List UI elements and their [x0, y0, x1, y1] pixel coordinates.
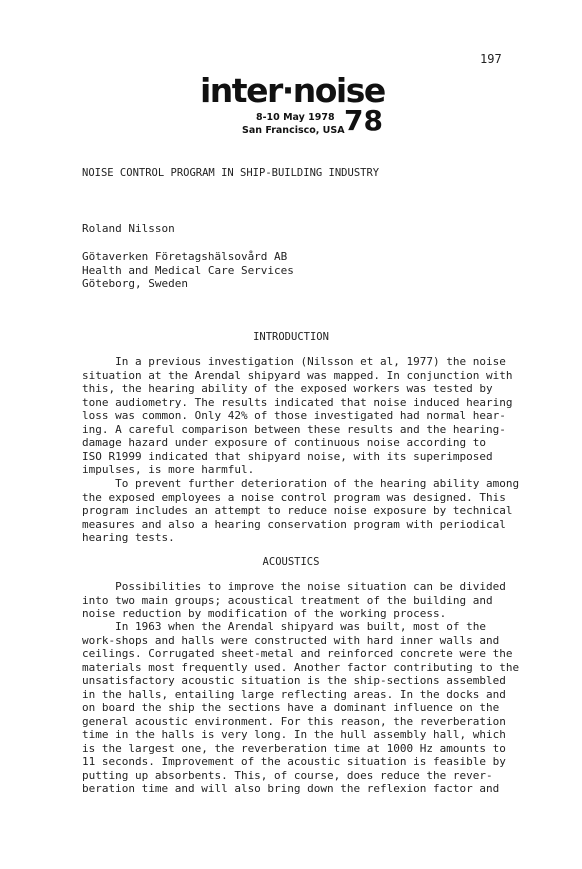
text-line: is the largest one, the reverberation time at 1000 Hz amounts to — [82, 741, 506, 755]
author-name: Roland Nilsson — [82, 222, 175, 235]
text-line: program includes an attempt to reduce noise exposure by technical — [82, 504, 513, 517]
paragraph — [82, 355, 513, 477]
text-line: general acoustic environment. For this reason, the reverberation — [82, 714, 506, 728]
text-line: ing. A careful comparison between these results and the hearing- — [82, 422, 506, 436]
affiliation — [82, 250, 294, 291]
text-line: unsatisfactory acoustic situation is the ship-sections assembled — [82, 674, 506, 687]
text-line: the exposed employees a noise control program was designed. This — [82, 490, 506, 504]
text-line: situation at the Arendal shipyard was mapped. In conjunction with — [82, 368, 513, 382]
text-line: beration time and will also bring down the reflexion factor and — [82, 782, 500, 795]
text-line: measures and also a hearing conservation program with periodical — [82, 517, 506, 531]
section-heading-introduction: INTRODUCTION — [253, 331, 329, 343]
text-line: ceilings. Corrugated sheet-metal and reinforced concrete were the — [82, 647, 513, 660]
text-line: impulses, is more harmful. — [82, 463, 255, 476]
paragraph — [82, 620, 520, 796]
paragraph — [82, 580, 506, 621]
conference-logo — [200, 71, 400, 138]
paper-title: NOISE CONTROL PROGRAM IN SHIP-BUILDING INDUSTRY — [82, 167, 380, 179]
text-line: hearing tests. — [82, 531, 175, 544]
text-line: loss was common. Only 42% of those investigated had normal hear- — [82, 409, 506, 422]
text-line: damage hazard under exposure of continuous noise according to — [82, 436, 486, 449]
text-line: in the halls, entailing large reflecting areas. In the docks and — [82, 687, 506, 701]
text-line: In a previous investigation (Nilsson et al, 1977) the noise — [82, 355, 506, 368]
section-heading-acoustics: ACOUSTICS — [262, 556, 320, 568]
text-line: 11 seconds. Improvement of the acoustic situation is feasible by — [82, 755, 506, 768]
logo-place: San Francisco, USA — [242, 125, 345, 136]
text-line: putting up absorbents. This, of course, does reduce the rever- — [82, 768, 493, 782]
paragraph — [82, 477, 520, 545]
text-line: this, the hearing ability of the exposed workers was tested by — [82, 382, 493, 395]
text-line: To prevent further deterioration of the hearing ability among — [82, 477, 520, 490]
text-line: materials most frequently used. Another factor contributing to the — [82, 660, 520, 674]
text-line: Possibilities to improve the noise situation can be divided — [82, 580, 506, 593]
logo-dates: 8-10 May 1978 — [256, 112, 335, 123]
text-line: on board the ship the sections have a dominant influence on the — [82, 701, 500, 714]
text-line: into two main groups; acoustical treatment of the building and — [82, 593, 493, 607]
page-number: 197 — [480, 52, 502, 66]
text-line: tone audiometry. The results indicated that noise induced hearing — [82, 395, 513, 409]
text-line: work-shops and halls were constructed with hard inner walls and — [82, 633, 500, 647]
affiliation-line: Health and Medical Care Services — [82, 263, 294, 277]
affiliation-line: Götaverken Företagshälsovård AB — [82, 250, 288, 263]
affiliation-line: Göteborg, Sweden — [82, 277, 188, 290]
logo-year: 78 — [344, 104, 383, 137]
text-line: ISO R1999 indicated that shipyard noise, with its superimposed — [82, 449, 493, 463]
logo-wordmark: inter·noise — [200, 71, 385, 110]
text-line: noise reduction by modification of the working process. — [82, 607, 447, 620]
text-line: In 1963 when the Arendal shipyard was built, most of the — [82, 620, 486, 633]
text-line: time in the halls is very long. In the hull assembly hall, which — [82, 728, 506, 741]
